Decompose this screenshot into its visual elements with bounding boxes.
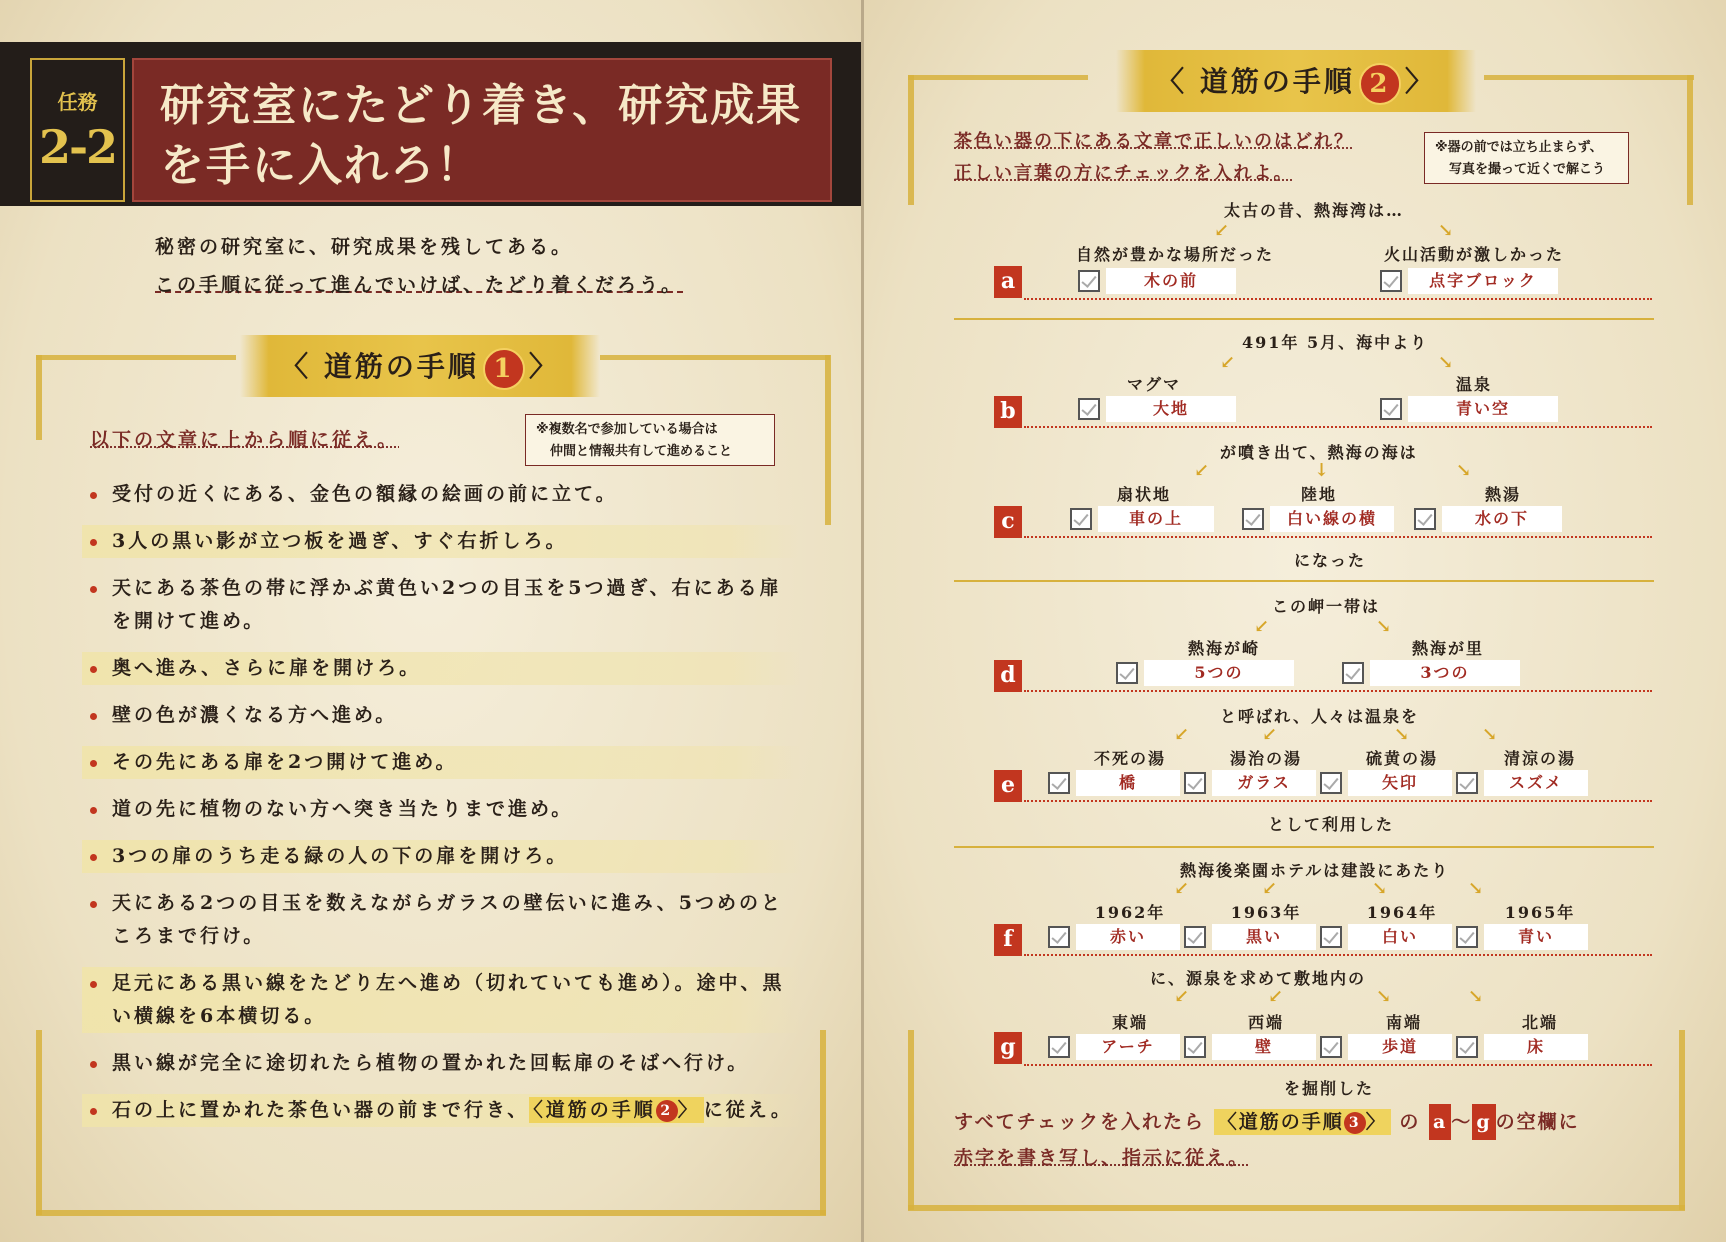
step1-header — [240, 335, 600, 397]
option-f2[interactable] — [1184, 924, 1316, 950]
bullet-icon — [90, 981, 97, 988]
arrow-icon: ↙ — [1174, 724, 1190, 745]
task-badge — [30, 58, 125, 202]
option-c3[interactable] — [1414, 506, 1562, 532]
arrow-icon: ↙ — [1174, 878, 1190, 899]
option-g2[interactable] — [1184, 1034, 1316, 1060]
option-label: 清涼の湯 — [1503, 749, 1576, 768]
yellow-bracket — [600, 355, 830, 360]
step1-label-end: 〉 — [528, 350, 560, 383]
answer-text: 矢印 — [1348, 770, 1452, 796]
letter-badge-d: d — [994, 660, 1022, 692]
checkbox[interactable] — [1342, 662, 1364, 684]
arrow-icon: ↙ — [1262, 878, 1278, 899]
arrow-icon: ↘ — [1376, 986, 1392, 1007]
checkbox[interactable] — [1320, 772, 1342, 794]
intro-line-2: この手順に従って進んでいけば、たどり着くだろう。 — [155, 274, 684, 296]
checkbox[interactable] — [1048, 926, 1070, 948]
option-label: 熱海が崎 — [1187, 639, 1260, 658]
title-box — [132, 58, 832, 202]
checkbox[interactable] — [1320, 926, 1342, 948]
yellow-bracket — [908, 1205, 1685, 1211]
answer-text: 大地 — [1106, 396, 1236, 422]
inline-step-ref: 〈道筋の手順 2 〉 — [529, 1097, 704, 1123]
option-label: 西端 — [1247, 1013, 1284, 1032]
option-label: 温泉 — [1455, 375, 1492, 394]
bullet-icon — [90, 492, 97, 499]
checkbox[interactable] — [1048, 772, 1070, 794]
step2-number: 2 — [1359, 63, 1401, 105]
caption-f-after: に、源泉を求めて敷地内の — [1150, 969, 1367, 988]
bullet-icon — [90, 760, 97, 767]
letter-badge-g: g — [994, 1032, 1022, 1064]
option-label: 火山活動が激しかった — [1384, 245, 1565, 264]
final-line-2: 赤字を書き写し、指示に従え。 — [954, 1147, 1250, 1169]
step1-number: 1 — [483, 348, 525, 390]
checkbox[interactable] — [1070, 508, 1092, 530]
yellow-bracket — [36, 355, 42, 440]
arrow-icon: ↙ — [1220, 352, 1236, 373]
caption-d-after: と呼ばれ、人々は温泉を — [1220, 707, 1419, 726]
checkbox[interactable] — [1184, 772, 1206, 794]
arrow-icon: ↘ — [1438, 352, 1454, 373]
caption-a: 太古の昔、熱海湾は… — [1224, 201, 1405, 220]
letter-g-badge: g — [1472, 1104, 1495, 1140]
answer-text: 赤い — [1076, 924, 1180, 950]
note-box — [525, 414, 775, 466]
option-label: マグマ — [1126, 375, 1181, 394]
caption-e-after: として利用した — [1268, 815, 1395, 834]
checkbox[interactable] — [1184, 1036, 1206, 1058]
bullet-icon — [90, 586, 97, 593]
option-label: 1964年 — [1366, 903, 1438, 922]
option-g1[interactable] — [1048, 1034, 1180, 1060]
caption-f: 熱海後楽園ホテルは建設にあたり — [1180, 861, 1450, 880]
caption-c-after: になった — [1294, 551, 1367, 570]
answer-text: 3つの — [1370, 660, 1520, 686]
task-label: 任務 — [57, 90, 98, 114]
yellow-bracket — [36, 1030, 42, 1215]
checkbox[interactable] — [1456, 772, 1478, 794]
checkbox[interactable] — [1078, 270, 1100, 292]
answer-text: 点字ブロック — [1408, 268, 1558, 294]
arrow-icon: ↙ — [1194, 460, 1210, 481]
bullet-icon — [90, 854, 97, 861]
option-label: 硫黄の湯 — [1365, 749, 1438, 768]
question: 茶色い器の下にある文章で正しいのはどれ？ 正しい言葉の方にチェックを入れよ。 — [954, 131, 1354, 184]
step2-label-end: 〉 — [1404, 65, 1436, 98]
step2-header — [1116, 50, 1476, 112]
option-a2[interactable] — [1380, 268, 1558, 294]
list-item: 受付の近くにある、金色の額縁の絵画の前に立て。 — [82, 478, 802, 511]
task-number: 2-2 — [38, 120, 117, 174]
page-title: 研究室にたどり着き、研究成果を手に入れろ！ — [160, 80, 803, 191]
checkbox[interactable] — [1456, 926, 1478, 948]
list-item: 天にある茶色の帯に浮かぶ黄色い2つの目玉を5つ過ぎ、右にある扉を開けて進め。 — [82, 572, 802, 638]
option-c1[interactable] — [1070, 506, 1214, 532]
option-label: 北端 — [1521, 1013, 1558, 1032]
option-f4[interactable] — [1456, 924, 1588, 950]
answer-text: スズメ — [1484, 770, 1588, 796]
option-label: 扇状地 — [1116, 485, 1171, 504]
arrow-icon: ↘ — [1482, 724, 1498, 745]
list-item: 黒い線が完全に途切れたら植物の置かれた回転扉のそばへ行け。 — [82, 1047, 802, 1080]
answer-text: ガラス — [1212, 770, 1316, 796]
option-b1[interactable] — [1078, 396, 1236, 422]
letter-badge-a: a — [994, 266, 1022, 298]
bullet-icon — [90, 1061, 97, 1068]
option-e2[interactable] — [1184, 770, 1316, 796]
answer-text: 壁 — [1212, 1034, 1316, 1060]
list-item: 天にある2つの目玉を数えながらガラスの壁伝いに進み、5つめのところまで行け。 — [82, 887, 802, 953]
answer-text: 黒い — [1212, 924, 1316, 950]
bullet-icon — [90, 666, 97, 673]
option-e4[interactable] — [1456, 770, 1588, 796]
answer-text: 橋 — [1076, 770, 1180, 796]
answer-text: 白い線の横 — [1270, 506, 1394, 532]
option-label: 1962年 — [1094, 903, 1166, 922]
option-label: 1963年 — [1230, 903, 1302, 922]
caption-b-after: が噴き出て、熱海の海は — [1220, 443, 1418, 462]
option-d1[interactable] — [1116, 660, 1294, 686]
option-label: 湯治の湯 — [1229, 749, 1302, 768]
step-number-badge: 3 — [1344, 1112, 1366, 1134]
yellow-bracket — [820, 1030, 826, 1215]
note-line-1: ※複数名で参加している場合は — [536, 422, 718, 437]
yellow-bracket — [825, 355, 831, 525]
option-g4[interactable] — [1456, 1034, 1588, 1060]
answer-text: 水の下 — [1442, 506, 1562, 532]
caption-g-after: を掘削した — [1284, 1079, 1375, 1098]
yellow-bracket — [36, 1210, 826, 1216]
checkbox[interactable] — [1380, 398, 1402, 420]
note-line-2: 仲間と情報共有して進めること — [550, 444, 733, 459]
answer-text: 5つの — [1144, 660, 1294, 686]
option-label: 南端 — [1385, 1013, 1422, 1032]
option-a1[interactable] — [1078, 268, 1236, 294]
yellow-bracket — [1679, 1030, 1685, 1210]
arrow-icon: ↘ — [1376, 616, 1392, 637]
option-c2[interactable] — [1242, 506, 1394, 532]
checkbox[interactable] — [1078, 398, 1100, 420]
option-label: 陸地 — [1300, 485, 1337, 504]
note-box: ※器の前では立ち止まらず、 写真を撮って近くで解こう — [1424, 132, 1629, 184]
step1-label: 〈 道筋の手順 — [280, 350, 479, 383]
list-item: 3つの扉のうち走る緑の人の下の扉を開けろ。 — [82, 840, 802, 873]
arrow-icon: ↘ — [1394, 724, 1410, 745]
answer-text: 木の前 — [1106, 268, 1236, 294]
option-label: 東端 — [1111, 1013, 1148, 1032]
option-label: 不死の湯 — [1093, 749, 1166, 768]
yellow-bracket — [1484, 75, 1694, 80]
list-item: その先にある扉を2つ開けて進め。 — [82, 746, 802, 779]
option-d2[interactable] — [1342, 660, 1520, 686]
letter-badge-c: c — [994, 506, 1022, 538]
option-f3[interactable] — [1320, 924, 1452, 950]
final-instruction: すべてチェックを入れたら 〈道筋の手順 3 〉 の a 〜 g の空欄に 赤字を書き写し、指示に従え。 — [954, 1104, 1580, 1176]
step2-label: 〈 道筋の手順 — [1156, 65, 1355, 98]
option-label: 熱海が里 — [1411, 639, 1484, 658]
yellow-bracket — [1687, 75, 1693, 205]
checkbox[interactable] — [1456, 1036, 1478, 1058]
letter-badge-e: e — [994, 770, 1022, 802]
option-f1[interactable] — [1048, 924, 1180, 950]
intro-text — [155, 228, 775, 304]
letter-a-badge: a — [1429, 1104, 1451, 1140]
answer-text: 歩道 — [1348, 1034, 1452, 1060]
checkbox[interactable] — [1048, 1036, 1070, 1058]
caption-d: この岬一帯は — [1272, 597, 1381, 616]
arrow-icon: ↙ — [1268, 986, 1284, 1007]
arrow-icon: ↓ — [1314, 460, 1330, 481]
yellow-bracket — [36, 355, 236, 360]
answer-text: 青い — [1484, 924, 1588, 950]
arrow-icon: ↘ — [1372, 878, 1388, 899]
checkbox[interactable] — [1414, 508, 1436, 530]
inline-step-ref: 〈道筋の手順 3 〉 — [1214, 1109, 1391, 1135]
intro-line-1: 秘密の研究室に、研究成果を残してある。 — [155, 236, 574, 258]
arrow-icon: ↙ — [1214, 220, 1230, 241]
checkbox[interactable] — [1184, 926, 1206, 948]
arrow-icon: ↙ — [1254, 616, 1270, 637]
left-page — [0, 0, 862, 1242]
option-e1[interactable] — [1048, 770, 1180, 796]
option-e3[interactable] — [1320, 770, 1452, 796]
yellow-bracket — [908, 1030, 914, 1210]
step-number-badge: 2 — [656, 1100, 678, 1122]
answer-text: 車の上 — [1098, 506, 1214, 532]
caption-b: 491年 5月、海中より — [1242, 333, 1429, 352]
answer-text: アーチ — [1076, 1034, 1180, 1060]
list-item: 足元にある黒い線をたどり左へ進め（切れていても進め）。途中、黒い横線を6本横切る。 — [82, 967, 802, 1033]
arrow-icon: ↘ — [1468, 986, 1484, 1007]
letter-badge-b: b — [994, 396, 1022, 428]
list-item: 壁の色が濃くなる方へ進め。 — [82, 699, 802, 732]
answer-text: 床 — [1484, 1034, 1588, 1060]
option-label: 1965年 — [1504, 903, 1576, 922]
option-b2[interactable] — [1380, 396, 1558, 422]
instruction: 以下の文章に上から順に従え。 — [90, 429, 400, 451]
checkbox[interactable] — [1320, 1036, 1342, 1058]
bullet-icon — [90, 807, 97, 814]
list-item: 3人の黒い影が立つ板を過ぎ、すぐ右折しろ。 — [82, 525, 802, 558]
arrow-icon: ↘ — [1438, 220, 1454, 241]
bullet-icon — [90, 901, 97, 908]
bullet-icon — [90, 713, 97, 720]
arrow-icon: ↘ — [1456, 460, 1472, 481]
yellow-bracket — [908, 75, 1088, 80]
answer-text: 白い — [1348, 924, 1452, 950]
right-page — [864, 0, 1726, 1242]
list-item: 奥へ進み、さらに扉を開けろ。 — [82, 652, 802, 685]
option-g3[interactable] — [1320, 1034, 1452, 1060]
checkbox[interactable] — [1242, 508, 1264, 530]
list-item: 石の上に置かれた茶色い器の前まで行き、 〈道筋の手順 2 〉 に従え。 — [82, 1094, 802, 1127]
list-item: 道の先に植物のない方へ突き当たりまで進め。 — [82, 793, 802, 826]
checkbox[interactable] — [1380, 270, 1402, 292]
yellow-bracket — [908, 75, 914, 205]
arrow-icon: ↙ — [1174, 986, 1190, 1007]
option-label: 熱湯 — [1484, 485, 1521, 504]
instruction-list — [82, 478, 802, 1141]
arrow-icon: ↙ — [1262, 724, 1278, 745]
arrow-icon: ↘ — [1468, 878, 1484, 899]
answer-text: 青い空 — [1408, 396, 1558, 422]
letter-badge-f: f — [994, 924, 1022, 956]
checkbox[interactable] — [1116, 662, 1138, 684]
bullet-icon — [90, 1108, 97, 1115]
bullet-icon — [90, 539, 97, 546]
option-label: 自然が豊かな場所だった — [1076, 245, 1275, 264]
